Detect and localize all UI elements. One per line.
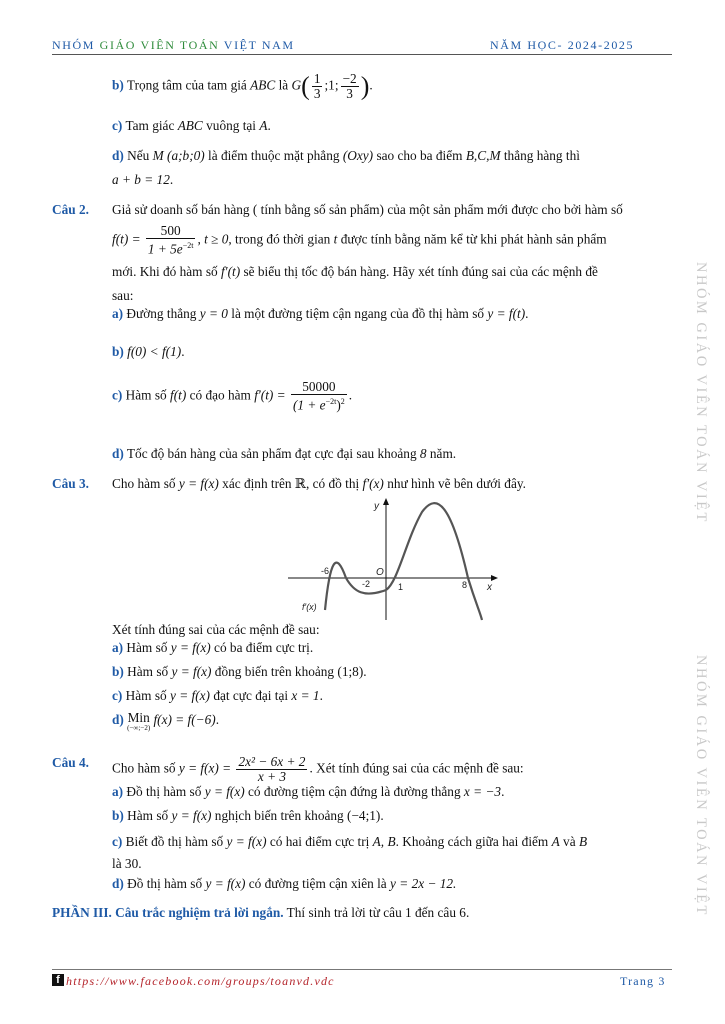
- q3-line1: Cho hàm số y = f(x) xác định trên ℝ, có đồ thị f′(x) như hình vẽ bên dưới đây.: [112, 476, 526, 491]
- q3-item-d: d) Min (−∞;−2) f(x) = f(−6).: [112, 710, 220, 732]
- q1-item-c: c) Tam giác ABC vuông tại A.: [112, 118, 271, 133]
- footer-divider: [52, 969, 672, 970]
- curve-label: f′(x): [302, 602, 317, 612]
- header-year: NĂM HỌC- 2024-2025: [490, 38, 635, 52]
- q2-item-d: d) Tốc độ bán hàng của sản phẩm đạt cực đại sau khoảng 8 năm.: [112, 446, 457, 461]
- q2-label: Câu 2.: [52, 202, 89, 217]
- q3-item-c: c) Hàm số y = f(x) đạt cực đại tại x = 1.: [112, 688, 323, 703]
- q3-item-b: b) Hàm số y = f(x) đồng biến trên khoảng (1;8).: [112, 664, 367, 679]
- q1-item-b: b) Trọng tâm của tam giá ABC là G( $\frac{1}{3}$ ;1; $\frac{-2}{3}$ ).: [112, 71, 373, 101]
- header-text-4: VIỆT NAM: [223, 38, 295, 52]
- side-watermark-2: NHÓM GIÁO VIÊN TOÁN VIỆT: [693, 655, 709, 917]
- derivative-graph: [285, 496, 505, 622]
- tick-label-8: 8: [462, 580, 468, 590]
- header-text-2: GIÁO VIÊN: [99, 38, 180, 52]
- q4-item-c-cont: là 30.: [112, 856, 142, 871]
- q4-item-d: d) Đồ thị hàm số y = f(x) có đường tiệm cận xiên là y = 2x − 12.: [112, 876, 457, 891]
- part3-heading: PHẦN III. Câu trắc nghiệm trả lời ngắn. Thí sinh trả lời từ câu 1 đến câu 6.: [52, 905, 470, 920]
- tick-label-minus6: -6: [321, 566, 330, 576]
- derivative-curve: [325, 503, 482, 620]
- page-number: Trang 3: [620, 974, 666, 988]
- q3-label: Câu 3.: [52, 476, 89, 491]
- q2-line3: mới. Khi đó hàm số f′(t) sẽ biểu thị tốc độ bán hàng. Hãy xét tính đúng sai của các mệnh đề: [112, 264, 598, 279]
- q4-item-a: a) Đồ thị hàm số y = f(x) có đường tiệm cận đứng là đường thẳng x = −3.: [112, 784, 505, 799]
- header-text-1: NHÓM: [52, 38, 100, 52]
- side-watermark-1: NHÓM GIÁO VIÊN TOÁN VIỆT: [693, 262, 709, 524]
- q2-item-a: a) Đường thẳng y = 0 là một đường tiệm cận ngang của đồ thị hàm số y = f(t).: [112, 306, 529, 321]
- q4-item-c: c) Biết đồ thị hàm số y = f(x) có hai điểm cực trị A, B. Khoảng cách giữa hai điểm A và B: [112, 834, 588, 849]
- q4-item-b: b) Hàm số y = f(x) nghịch biến trên khoảng (−4;1).: [112, 808, 384, 823]
- q2-line2: f(t) = $\frac{500}{1 + 5e^{-2t}}$ , t ≥ 0, trong đó thời gian t được tính bằng năm kể từ khi phát hành sản phẩm: [112, 223, 607, 257]
- q2-item-c: c) Hàm số f(t) có đạo hàm f′(t) = $\frac{50000}{(1 + e^{-2t})^2}$ .: [112, 379, 353, 413]
- q4-label: Câu 4.: [52, 755, 89, 770]
- header-left: [52, 38, 295, 53]
- q2-line4: sau:: [112, 288, 134, 303]
- header-text-3: TOÁN: [179, 38, 224, 52]
- y-axis-arrow: [383, 498, 389, 505]
- x-axis-arrow: [491, 575, 498, 581]
- tick-label-1: 1: [398, 582, 404, 592]
- q2-item-b: b) f(0) < f(1).: [112, 344, 185, 359]
- tick-label-minus2: -2: [362, 579, 371, 589]
- y-axis-label: y: [374, 501, 379, 512]
- origin-label: O: [376, 567, 384, 578]
- q4-line1: Cho hàm số y = f(x) = $\frac{\text{2x² − 6x + 2}}{x + 3}$ . Xét tính đúng sai của các mệnh đề sau:: [112, 754, 524, 784]
- q2-line1: Giả sử doanh số bán hàng ( tính bằng số sản phẩm) của một sản phẩm mới được cho bởi hàm số: [112, 202, 623, 217]
- q1-item-d-cont: a + b = 12.: [112, 172, 174, 187]
- header-divider: [52, 54, 672, 55]
- q1-item-d: d) Nếu M (a;b;0) là điểm thuộc mặt phẳng (Oxy) sao cho ba điểm B,C,M thẳng hàng thì: [112, 148, 580, 163]
- footer-link[interactable]: https://www.facebook.com/groups/toanvd.vdc: [66, 974, 335, 988]
- q3-intro: Xét tính đúng sai của các mệnh đề sau:: [112, 622, 320, 637]
- x-axis-label: x: [487, 582, 492, 593]
- facebook-icon: f: [52, 974, 64, 986]
- q3-item-a: a) Hàm số y = f(x) có ba điểm cực trị.: [112, 640, 314, 655]
